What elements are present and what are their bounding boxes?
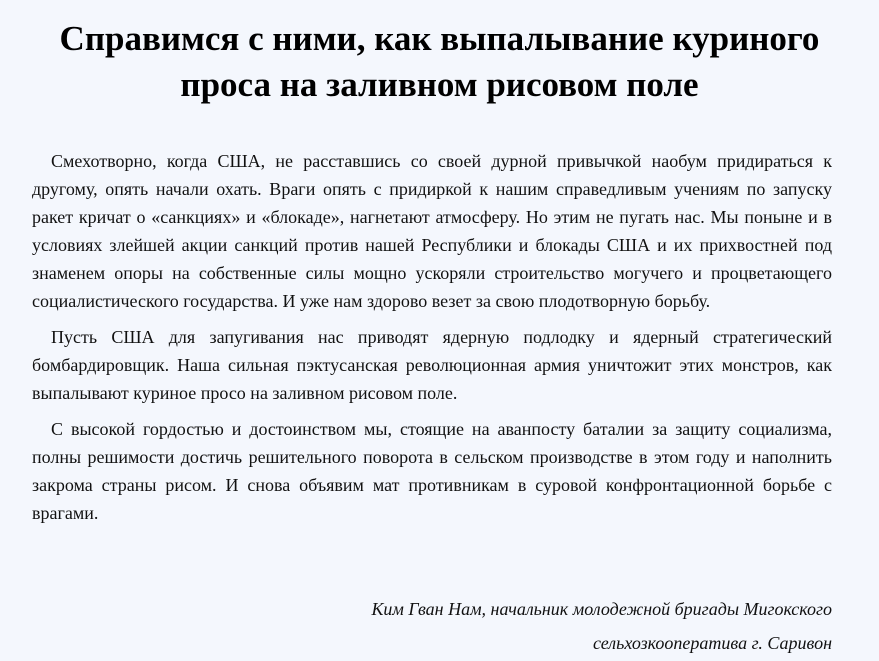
signature-line-2: сельхозкооператива г. Саривон [593, 633, 832, 653]
paragraph-2: Пусть США для запугивания нас приводят ядерную подлодку и ядерный стратегический бомбардировщик. Наша сильная пэктусанская революционная армия уничтожит этих монстров, как выпалывают куриное просо на заливном рисовом поле. [32, 327, 832, 403]
paragraph-3: С высокой гордостью и достоинством мы, стоящие на аванпосту баталии за защиту социализма, полны решимости достичь решительного поворота в сельском производстве в этом году и наполнить закрома страны рисом. И снова объявим мат противникам в суровой конфронтационной борьбе с врагами. [32, 419, 832, 523]
author-signature [32, 592, 832, 660]
paragraph-1: Смехотворно, когда США, не расставшись со своей дурной привычкой наобум придираться к другому, опять начали охать. Враги опять с придиркой к нашим справедливым учениям по запуску ракет кричат о «санкциях» и «блокаде», нагнетают атмосферу. Но этим не пугать нас. Мы поныне и в условиях злейшей акции санкций против нашей Республики и блокады США и их прихвостней под знаменем опоры на собственные силы мощно ускоряли строительство могучего и процветающего социалистического государства. И уже нам здорово везет за свою плодотворную борьбу. [32, 151, 832, 311]
article-body [32, 147, 832, 535]
signature-line-1: Ким Гван Нам, начальник молодежной бригады Мигокского [371, 599, 832, 619]
article-title: Справимся с ними, как выпалывание куриного проса на заливном рисовом поле [59, 19, 820, 104]
